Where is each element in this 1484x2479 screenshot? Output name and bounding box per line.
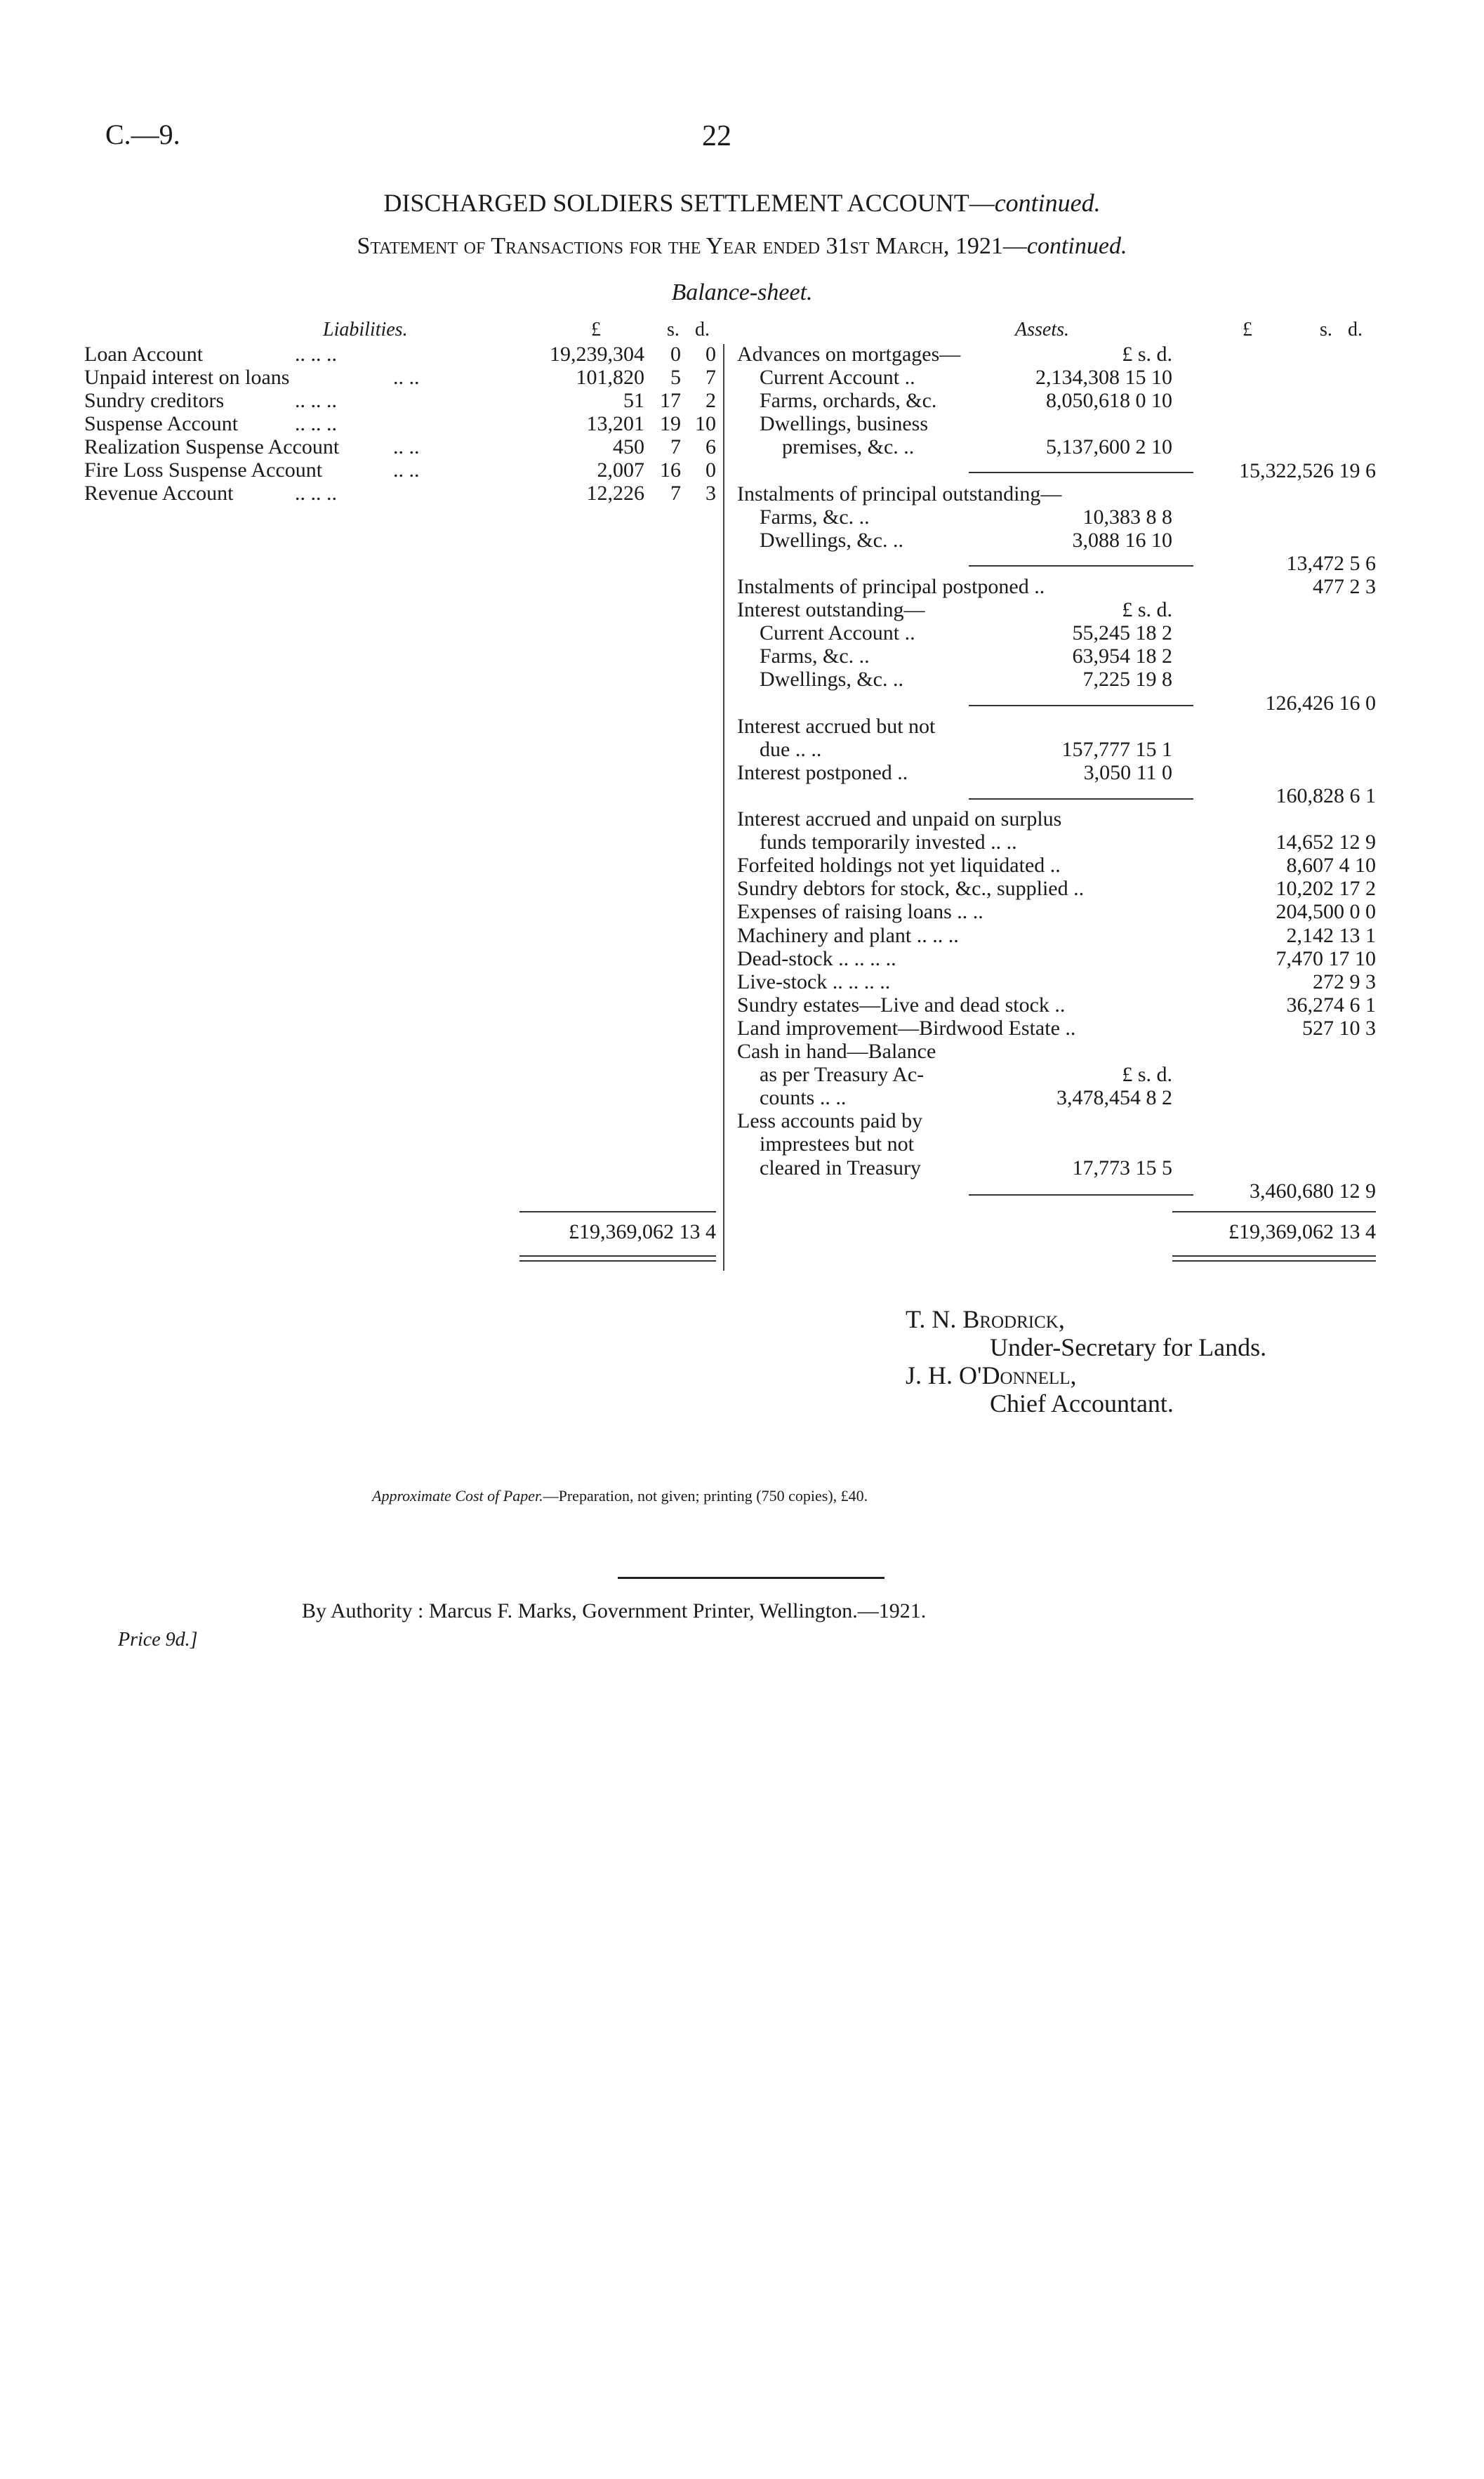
cost-label: Approximate Cost of Paper. [372,1487,543,1505]
liability-label: Revenue Account [84,482,234,505]
liabilities-total-rule-bottom [519,1255,716,1257]
liability-pounds: 101,820 [576,366,644,389]
liability-dots: .. .. .. [295,482,337,505]
asset-label: Machinery and plant .. .. .. [737,924,959,947]
liability-shillings: 7 [670,435,681,458]
subtotal-rule [969,705,1193,706]
signature-title-1: Under-Secretary for Lands. [990,1333,1267,1361]
asset-amount: 8,607 4 10 [1286,854,1376,877]
subtitle-continued: continued. [1026,233,1127,259]
liabilities-total-rule-top [519,1211,716,1212]
liability-dots: .. .. [393,458,420,482]
liability-shillings: 0 [670,343,681,366]
asset-label: due .. .. [760,738,822,761]
assets-heading: Assets. [1015,319,1069,341]
liability-label: Loan Account [84,343,204,366]
asset-label: Dwellings, &c. .. [760,668,903,691]
liability-pence: 3 [705,482,716,505]
document-subtitle [0,233,1484,260]
liability-dots: .. .. [393,366,420,389]
assets-total: £19,369,062 13 4 [1228,1220,1376,1243]
subtotal-rule [969,565,1193,567]
liability-dots: .. .. .. [295,343,337,366]
liability-pence: 10 [695,412,716,435]
asset-amount: 204,500 0 0 [1276,900,1376,923]
asset-label: Advances on mortgages— [737,343,961,366]
assets-shillings-head: s. [1320,319,1332,341]
asset-label: Interest accrued and unpaid on surplus [737,807,1062,831]
asset-subamount: 10,383 8 8 [1082,505,1172,529]
asset-amount: 126,426 16 0 [1265,692,1376,715]
liability-label: Suspense Account [84,412,239,435]
asset-label: Dead-stock .. .. .. .. [737,947,896,970]
liability-shillings: 5 [670,366,681,389]
assets-pence-head: d. [1348,319,1363,341]
title-text: DISCHARGED SOLDIERS SETTLEMENT ACCOUNT— [383,189,995,217]
liability-shillings: 19 [660,412,681,435]
subtotal-rule [969,798,1193,800]
liabilities-total-rule-double [519,1260,716,1262]
asset-subamount: 17,773 15 5 [1072,1156,1172,1179]
liabilities-pence-head: d. [695,319,710,341]
asset-label: Instalments of principal postponed .. [737,575,1045,598]
page-number: 22 [702,120,731,152]
cost-text: —Preparation, not given; printing (750 copies), £40. [543,1487,868,1505]
subtitle-text: Statement of Transactions for the Year ended 31st March, 1921— [357,233,1027,259]
liability-pence: 7 [705,366,716,389]
subtotal-rule [969,1194,1193,1196]
asset-amount: 3,460,680 12 9 [1250,1179,1376,1203]
asset-label: as per Treasury Ac- [760,1063,925,1086]
asset-amount: 13,472 5 6 [1286,552,1376,575]
asset-label: Expenses of raising loans .. .. [737,900,983,923]
document-title [0,188,1484,218]
asset-amount: 10,202 17 2 [1276,877,1376,900]
assets-total-rule-double [1172,1260,1376,1262]
signature-name-1 [906,1304,1065,1334]
asset-subamount: 157,777 15 1 [1061,738,1172,761]
asset-amount: 14,652 12 9 [1276,831,1376,854]
asset-amount: 36,274 6 1 [1286,993,1376,1017]
section-title: Balance-sheet. [671,279,813,305]
asset-subamount: 3,050 11 0 [1083,761,1172,784]
liabilities-total: £19,369,062 13 4 [569,1220,716,1243]
asset-label: Farms, &c. .. [760,505,870,529]
liability-dots: .. .. .. [295,412,337,435]
liability-label: Unpaid interest on loans [84,366,290,389]
liability-shillings: 17 [660,389,681,412]
liability-shillings: 16 [660,458,681,482]
title-continued: continued. [994,189,1101,217]
cost-of-paper [372,1487,868,1505]
asset-subamount: 7,225 19 8 [1082,668,1172,691]
asset-label: Current Account .. [760,621,915,644]
asset-amount: 160,828 6 1 [1276,784,1376,807]
asset-subamount: 8,050,618 0 10 [1046,389,1172,412]
asset-subamount: £ s. d. [1122,343,1172,366]
asset-label: premises, &c. .. [782,435,915,458]
liability-pence: 0 [705,458,716,482]
assets-pounds-head: £ [1243,319,1252,341]
liability-label: Realization Suspense Account [84,435,340,458]
liability-shillings: 7 [670,482,681,505]
liability-pence: 0 [705,343,716,366]
asset-amount: 272 9 3 [1313,970,1376,993]
liabilities-heading: Liabilities. [323,319,408,341]
asset-label: cleared in Treasury [760,1156,921,1179]
liabilities-shillings-head: s. [667,319,680,341]
liability-pounds: 19,239,304 [550,343,644,366]
asset-amount: 7,470 17 10 [1276,947,1376,970]
asset-label: Less accounts paid by [737,1109,923,1132]
liabilities-pounds-head: £ [591,319,601,341]
asset-subamount: £ s. d. [1122,598,1172,621]
liability-pounds: 12,226 [586,482,644,505]
column-divider [723,344,724,1271]
liability-dots: .. .. [393,435,420,458]
signature-name-2-text: J. H. O'Donnell, [906,1361,1077,1389]
asset-label: Dwellings, business [760,412,928,435]
asset-label: funds temporarily invested .. .. [760,831,1017,854]
liability-pounds: 13,201 [586,412,644,435]
liability-pounds: 450 [613,435,644,458]
liability-pounds: 51 [623,389,644,412]
asset-amount: 477 2 3 [1313,575,1376,598]
asset-subamount: 5,137,600 2 10 [1046,435,1172,458]
liability-dots: .. .. .. [295,389,337,412]
assets-total-rule-top [1172,1211,1376,1212]
signature-name-2 [906,1361,1076,1390]
asset-label: imprestees but not [760,1132,914,1156]
asset-subamount: 63,954 18 2 [1072,644,1172,668]
asset-label: Farms, orchards, &c. [760,389,937,412]
asset-amount: 15,322,526 19 6 [1239,459,1376,482]
asset-label: Forfeited holdings not yet liquidated .. [737,854,1061,877]
asset-amount: 527 10 3 [1302,1017,1376,1040]
asset-label: Current Account .. [760,366,915,389]
subtotal-rule [969,472,1193,473]
liability-pence: 6 [705,435,716,458]
asset-label: Live-stock .. .. .. .. [737,970,891,993]
liability-label: Fire Loss Suspense Account [84,458,323,482]
price: Price 9d.] [118,1629,198,1651]
asset-label: Interest postponed .. [737,761,908,784]
signature-title-2: Chief Accountant. [990,1389,1174,1417]
asset-subamount: £ s. d. [1122,1063,1172,1086]
asset-amount: 2,142 13 1 [1286,924,1376,947]
asset-label: Cash in hand—Balance [737,1040,936,1063]
signature-name-1-text: T. N. Brodrick, [906,1305,1065,1333]
asset-subamount: 3,478,454 8 2 [1056,1086,1172,1109]
asset-label: Land improvement—Birdwood Estate .. [737,1017,1076,1040]
liability-label: Sundry creditors [84,389,225,412]
asset-label: counts .. .. [760,1086,847,1109]
asset-label: Sundry debtors for stock, &c., supplied .. [737,877,1085,900]
asset-subamount: 2,134,308 15 10 [1035,366,1172,389]
document-code: C.—9. [105,119,180,150]
asset-subamount: 55,245 18 2 [1072,621,1172,644]
asset-subamount: 3,088 16 10 [1072,529,1172,552]
asset-label: Dwellings, &c. .. [760,529,903,552]
assets-total-rule-bottom [1172,1255,1376,1257]
asset-label: Instalments of principal outstanding— [737,482,1062,505]
asset-label: Interest accrued but not [737,715,936,738]
asset-label: Interest outstanding— [737,598,925,621]
footer-rule [618,1577,885,1579]
liability-pounds: 2,007 [597,458,644,482]
asset-label: Farms, &c. .. [760,644,870,668]
liability-pence: 2 [705,389,716,412]
asset-label: Sundry estates—Live and dead stock .. [737,993,1066,1017]
authority-line: By Authority : Marcus F. Marks, Government Printer, Wellington.—1921. [302,1599,927,1622]
